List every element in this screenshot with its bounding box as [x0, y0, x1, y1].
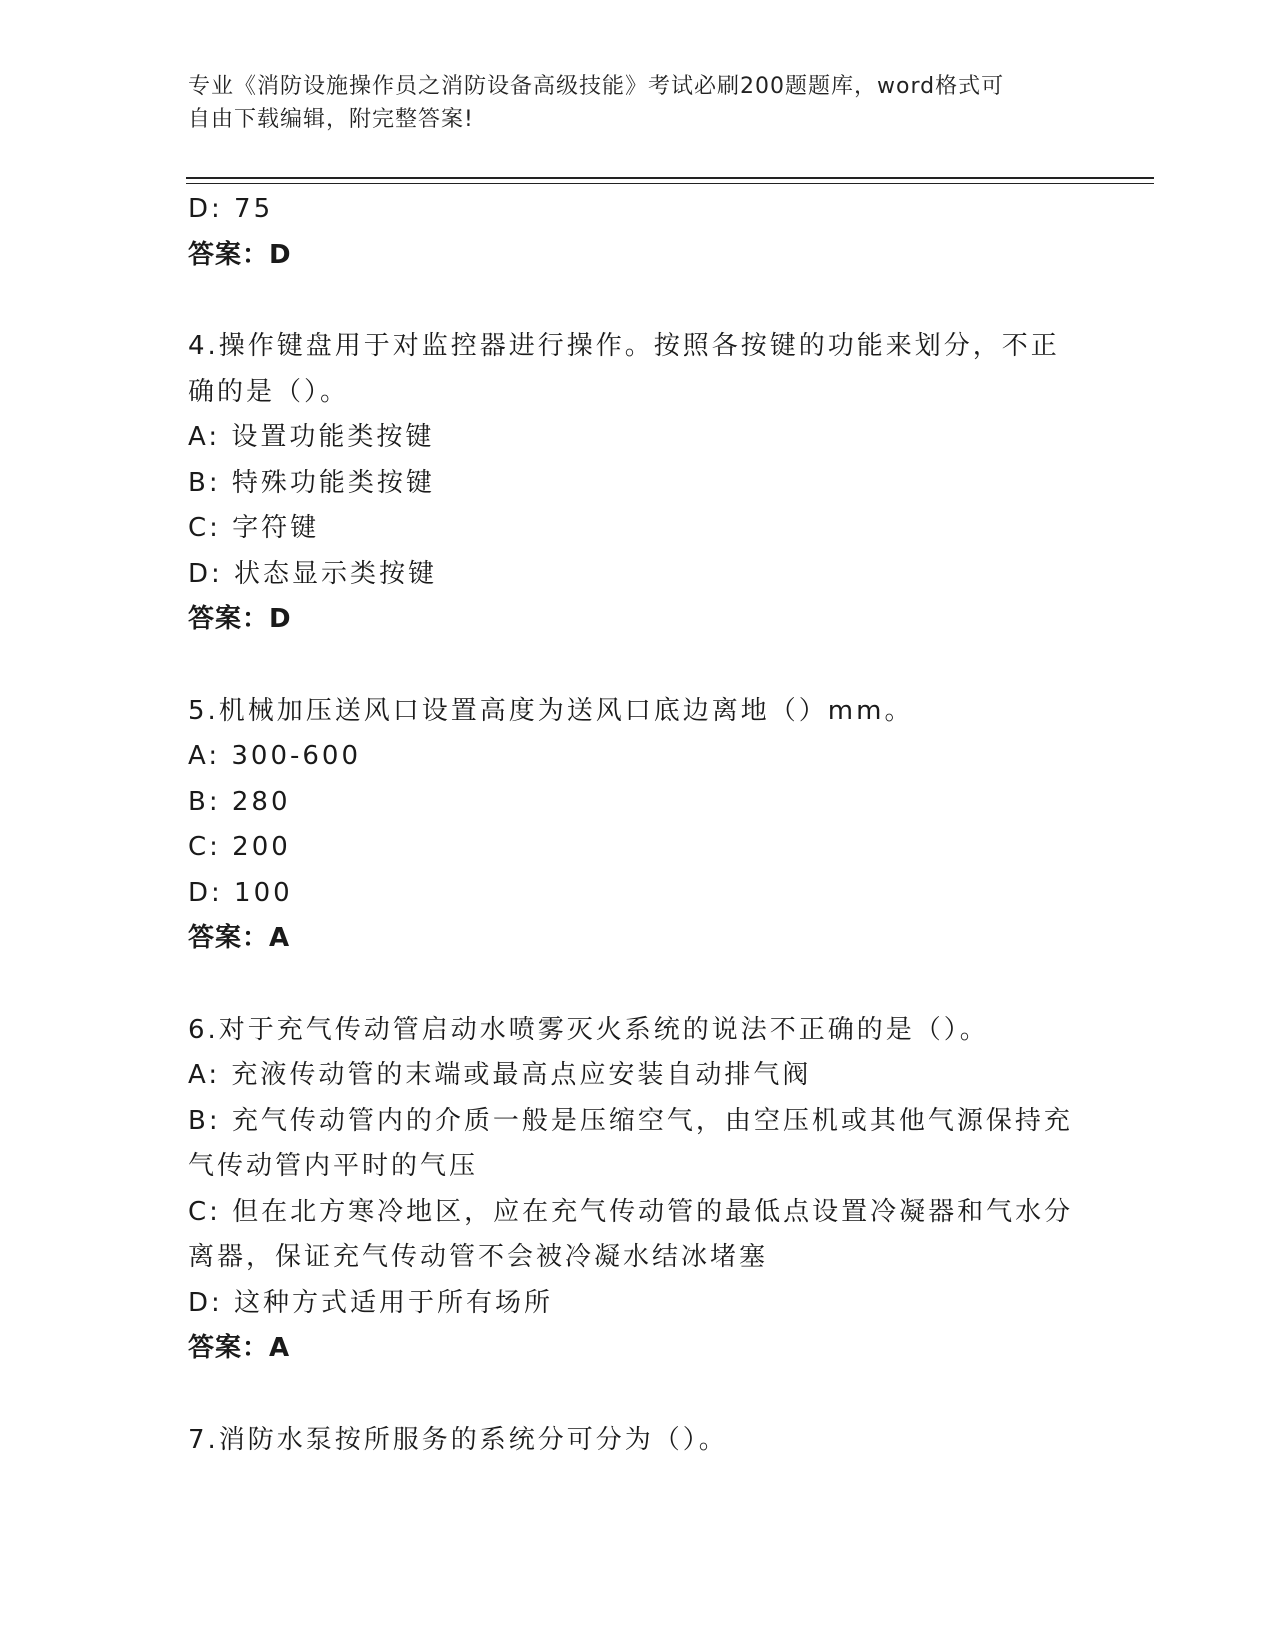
spacer	[188, 1372, 1088, 1418]
q7-stem: 7.消防水泵按所服务的系统分可分为（）。	[188, 1424, 728, 1455]
q6-option-a: A: 充液传动管的末端或最高点应安装自动排气阀	[188, 1060, 812, 1090]
q6-option-c-line-1: C: 但在北方寒冷地区，应在充气传动管的最低点设置冷凝器和气水分	[188, 1196, 1074, 1227]
spacer	[188, 962, 1088, 1008]
q6-option-c-line-2: 离器，保证充气传动管不会被冷凝水结冰堵塞	[188, 1242, 769, 1272]
q6-stem: 6.对于充气传动管启动水喷雾灭火系统的说法不正确的是（）。	[188, 1014, 989, 1045]
header-rule-thin	[186, 183, 1154, 184]
q5-option-c: C: 200	[188, 832, 291, 862]
question-6	[188, 1008, 1088, 1372]
header-rule-thick	[186, 177, 1154, 179]
header-line-1: 专业《消防设施操作员之消防设备高级技能》考试必刷200题题库，word格式可	[188, 74, 1005, 99]
q4-option-b: B: 特殊功能类按键	[188, 467, 435, 498]
q3-answer: 答案：D	[188, 239, 292, 270]
document-header	[188, 70, 1068, 136]
q5-option-d: D: 100	[188, 877, 293, 908]
question-7	[188, 1418, 1088, 1464]
spacer	[188, 278, 1088, 324]
q6-answer: 答案：A	[188, 1333, 291, 1363]
q6-option-b-line-2: 气传动管内平时的气压	[188, 1151, 479, 1181]
question-3-tail	[188, 187, 1088, 278]
question-list	[188, 187, 1088, 1463]
q4-answer: 答案：D	[188, 604, 292, 634]
q5-option-b: B: 280	[188, 786, 291, 817]
header-line-2: 自由下载编辑，附完整答案!	[188, 107, 474, 132]
q5-stem: 5.机械加压送风口设置高度为送风口底边离地（）mm。	[188, 695, 914, 726]
q4-stem-line-1: 4.操作键盘用于对监控器进行操作。按照各按键的功能来划分，不正	[188, 331, 1060, 361]
question-4	[188, 324, 1088, 643]
q5-option-a: A: 300-600	[188, 741, 361, 771]
q4-option-d: D: 状态显示类按键	[188, 558, 438, 589]
spacer	[188, 643, 1088, 689]
q3-option-d: D: 75	[188, 194, 274, 224]
q4-stem-line-2: 确的是（）。	[188, 376, 350, 407]
q4-option-c: C: 字符键	[188, 513, 320, 543]
q6-option-d: D: 这种方式适用于所有场所	[188, 1287, 554, 1318]
question-5	[188, 689, 1088, 962]
q5-answer: 答案：A	[188, 923, 291, 953]
q4-option-a: A: 设置功能类按键	[188, 422, 435, 452]
q6-option-b-line-1: B: 充气传动管内的介质一般是压缩空气，由空压机或其他气源保持充	[188, 1105, 1073, 1136]
